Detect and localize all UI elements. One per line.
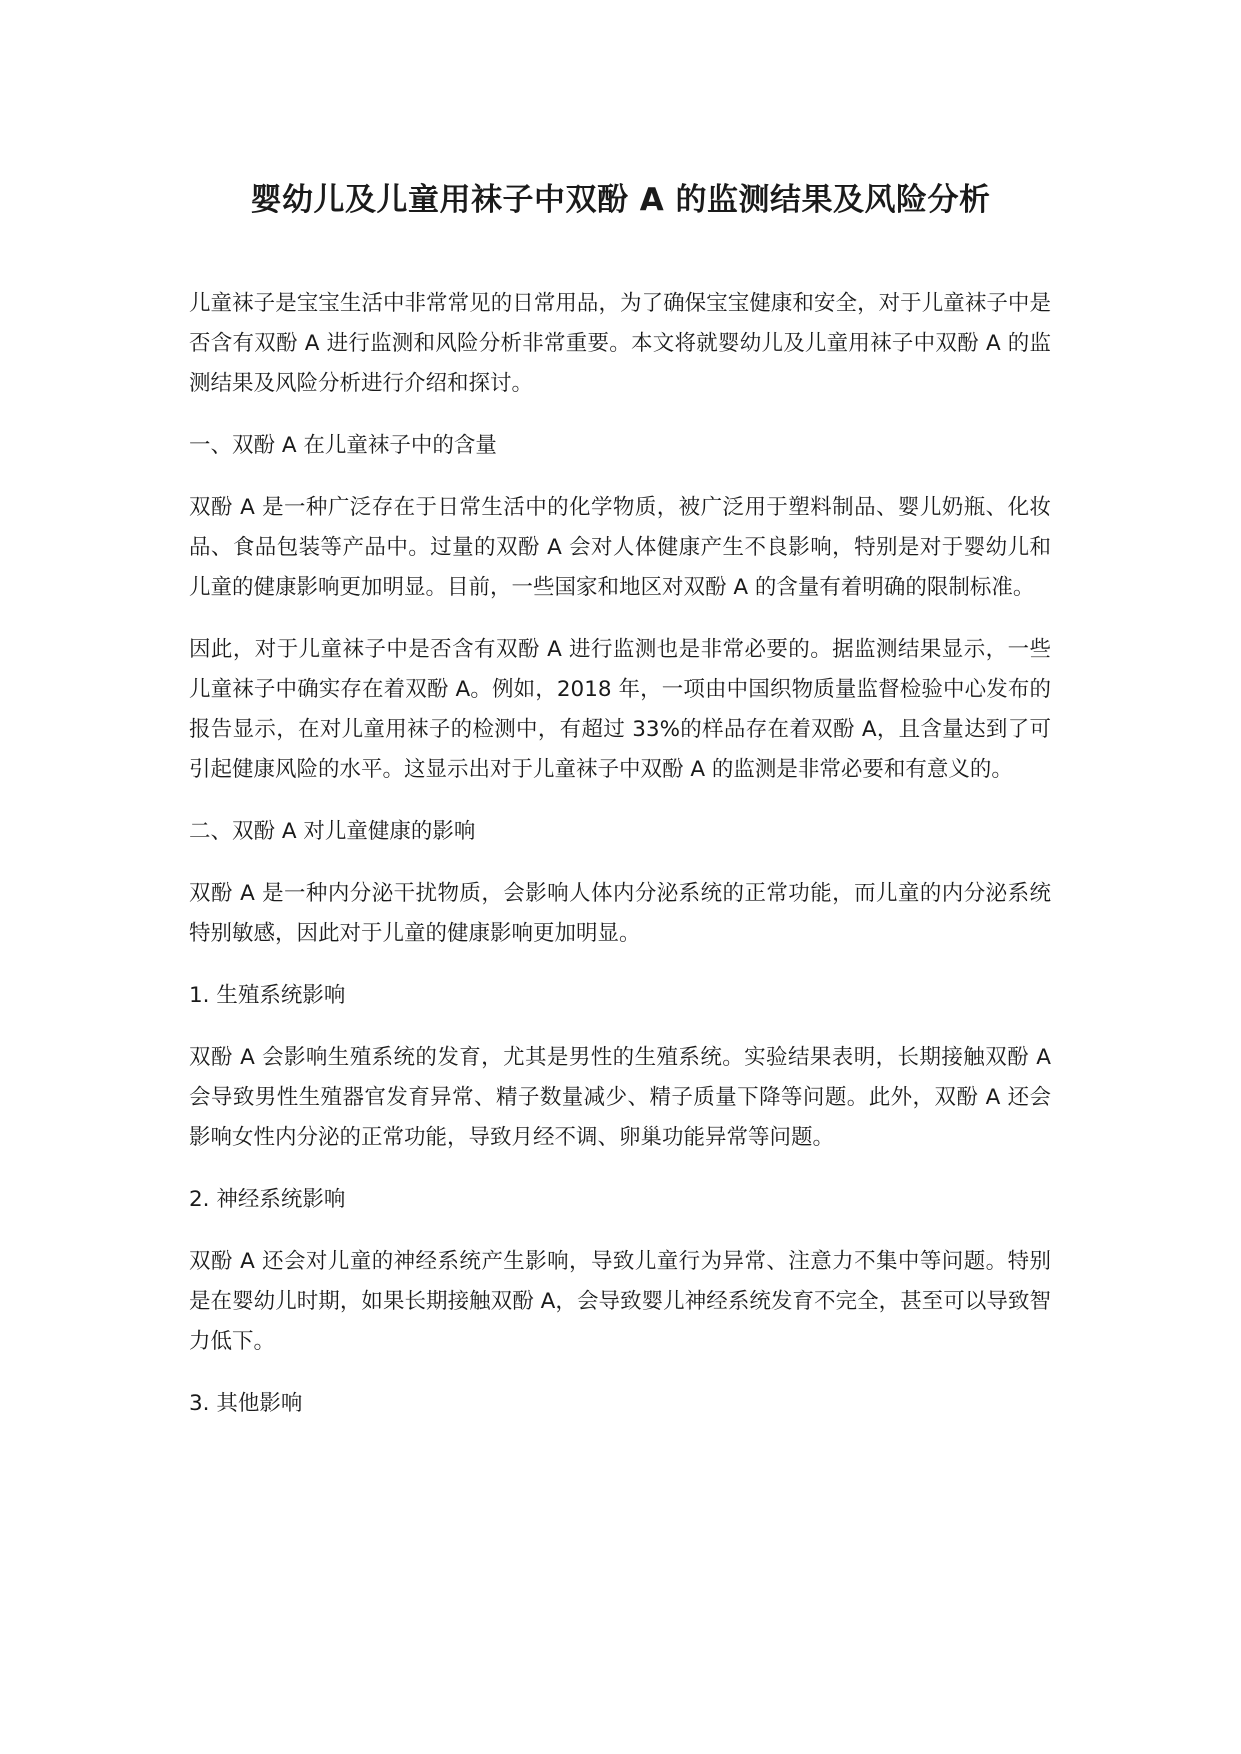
section-heading-2: 二、双酚 A 对儿童健康的影响: [189, 819, 476, 844]
intro-paragraph: 儿童袜子是宝宝生活中非常常见的日常用品，为了确保宝宝健康和安全，对于儿童袜子中是否含有双酚 A 进行监测和风险分析非常重要。本文将就婴幼儿及儿童用袜子中双酚 A 的监测结果及风险分析进行介绍和探讨。: [189, 291, 1051, 396]
subsection-heading-other: 3. 其他影响: [189, 1391, 303, 1416]
subsection-heading-nervous: 2. 神经系统影响: [189, 1187, 346, 1212]
paragraph-bpa-definition: 双酚 A 是一种广泛存在于日常生活中的化学物质，被广泛用于塑料制品、婴儿奶瓶、化妆品、食品包装等产品中。过量的双酚 A 会对人体健康产生不良影响，特别是对于婴幼儿和儿童的健康影响更加明显。目前，一些国家和地区对双酚 A 的含量有着明确的限制标准。: [189, 495, 1051, 600]
document-body: [189, 284, 1051, 1446]
paragraph-reproductive-effects: 双酚 A 会影响生殖系统的发育，尤其是男性的生殖系统。实验结果表明，长期接触双酚 A 会导致男性生殖器官发育异常、精子数量减少、精子质量下降等问题。此外，双酚 A 还会影响女性内分泌的正常功能，导致月经不调、卵巢功能异常等问题。: [189, 1045, 1051, 1150]
paragraph-endocrine-disruptor: 双酚 A 是一种内分泌干扰物质，会影响人体内分泌系统的正常功能，而儿童的内分泌系统特别敏感，因此对于儿童的健康影响更加明显。: [189, 881, 1051, 946]
subsection-heading-reproductive: 1. 生殖系统影响: [189, 983, 346, 1008]
section-heading-1: 一、双酚 A 在儿童袜子中的含量: [189, 433, 497, 458]
document-title: 婴幼儿及儿童用袜子中双酚 A 的监测结果及风险分析: [250, 182, 991, 218]
paragraph-monitoring-results: 因此，对于儿童袜子中是否含有双酚 A 进行监测也是非常必要的。据监测结果显示，一些儿童袜子中确实存在着双酚 A。例如，2018 年，一项由中国织物质量监督检验中心发布的报告显示，在对儿童用袜子的检测中，有超过 33%的样品存在着双酚 A，且含量达到了可引起健康风险的水平。这显示出对于儿童袜子中双酚 A 的监测是非常必要和有意义的。: [189, 637, 1051, 782]
paragraph-nervous-effects: 双酚 A 还会对儿童的神经系统产生影响，导致儿童行为异常、注意力不集中等问题。特别是在婴幼儿时期，如果长期接触双酚 A，会导致婴儿神经系统发育不完全，甚至可以导致智力低下。: [189, 1249, 1051, 1354]
